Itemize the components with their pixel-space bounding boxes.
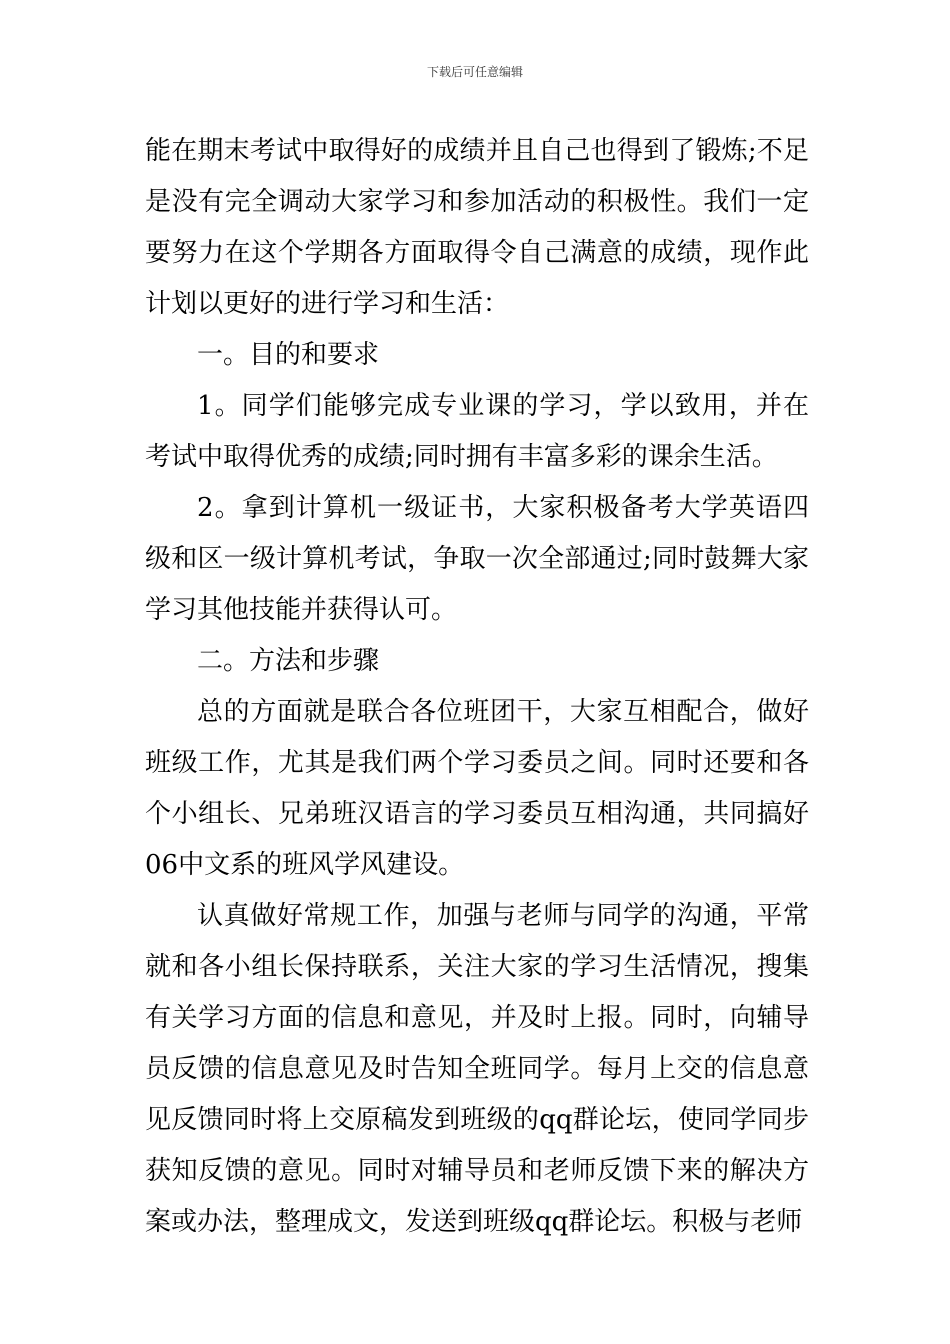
paragraph-goal-1: 1。同学们能够完成专业课的学习，学以致用，并在考试中取得优秀的成绩;同时拥有丰富多彩的课余生活。: [145, 391, 809, 472]
paragraph-methods-overview: 总的方面就是联合各位班团干，大家互相配合，做好班级工作，尤其是我们两个学习委员之间。同时还要和各个小组长、兄弟班汉语言的学习委员互相沟通，共同搞好06中文系的班风学风建设。: [145, 697, 809, 880]
paragraph-routine-work: 认真做好常规工作，加强与老师与同学的沟通，平常就和各小组长保持联系，关注大家的学习生活情况，搜集有关学习方面的信息和意见，并及时上报。同时，向辅导员反馈的信息意见及时告知全班同学。每月上交的信息意见反馈同时将上交原稿发到班级的qq群论坛，使同学同步获知反馈的意见。同时对辅导员和老师反馈下来的解决方案或办法，整理成文，发送到班级qq群论坛。积极与老师: [145, 901, 809, 1237]
paragraph-1: 能在期末考试中取得好的成绩并且自己也得到了锻炼;不足是没有完全调动大家学习和参加活动的积极性。我们一定要努力在这个学期各方面取得令自己满意的成绩，现作此计划以更好的进行学习和生活：: [145, 136, 809, 319]
paragraph-goal-2: 2。拿到计算机一级证书，大家积极备考大学英语四级和区一级计算机考试，争取一次全部通过;同时鼓舞大家学习其他技能并获得认可。: [145, 493, 809, 625]
section-heading-goals: 一。目的和要求: [197, 340, 380, 370]
document-body: [145, 126, 809, 1248]
page-header-note: 下载后可任意编辑: [426, 65, 523, 79]
section-heading-methods: 二。方法和步骤: [197, 646, 380, 676]
